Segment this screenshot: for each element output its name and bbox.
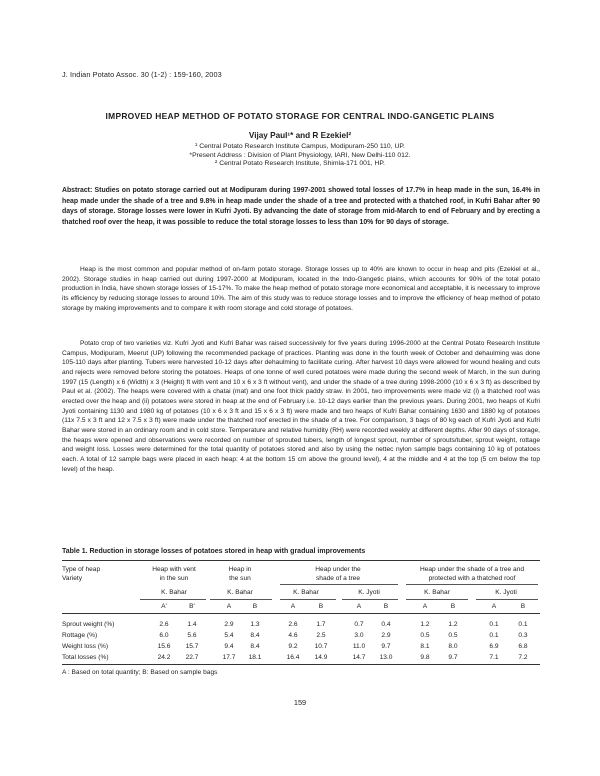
table-cell: 5.4 [224,632,234,639]
table-cell: 4.6 [288,632,298,639]
table-cell: 0.5 [420,632,430,639]
table-cell: 1.2 [448,621,458,628]
table-cell: 14.9 [314,654,328,661]
row-label-total-losses: Total losses (%) [62,654,109,661]
row-label-sprout-weight: Sprout weight (%) [62,621,115,628]
table-cell: 8.1 [420,643,430,650]
paragraph-introduction [62,265,540,313]
group-underline [280,584,398,585]
author-line: Vijay Paul¹* and R Ezekiel² [248,131,352,140]
sub-header: A [356,603,362,610]
group-header-vent-sun-1: Heap with vent [152,566,196,573]
group-variety-vent-sun: K. Bahar [161,589,187,596]
table-cell: 2.9 [224,621,234,628]
table-header-rule [62,613,540,614]
paragraph-methods-text: Potato crop of two varieties viz. Kufri Jyoti and Kufri Bahar was raised successively for five years during 1996-2000 at the Central Potato Research Institute Campus, Modipuram, Meerut (UP) following the recommended package of practices. Planting was done in the fourth week of October and dehaulming was done 105-110 days after planting. Tubers were harvested 10-12 days after dehaulming to facilitate curing. After harvest 10 days were allowed for wound healing and cuts and rejects were removed before storing the potatoes. Heaps of one tonne of well cured potatoes were made during the second week of March, in the sun during 1997 (15 (Length) x 6 (Width) x 3 (Height) ft with vent and 10 x 6 x 3 ft without vent), and under the shade of a tree during 1998-2000 (10 x 6 x 3 ft) as described by Paul et al. (2002). The heaps were covered with a chatai (mat) and one foot thick paddy straw. In 2001, two improvements were made viz (i) a thatched roof was erected over the heap and (ii) potatoes were stored in heap at the end of February i.e. 10-12 days earlier than the previous years. During 2001, two heaps of Kufri Jyoti containing 1130 and 1980 kg of potatoes (10 x 6 x 3 ft and 15 x 6 x 3 ft) were made and two heaps of Kufri Bahar containing 1630 and 1880 kg of potatoes (11x 7.5 x 3 ft and 12 x 7.5 x 3 ft) were made under the thatched roof erected in the shade of a tree. For comparison, 3 bags of 80 kg each of Kufri Jyoti and Kufri Bahar were stored in an ordinary room and in cold store. Temperature and relative humidity (RH) were recorded weekly at different depths. After 90 days of storage, the heaps were opened and observations were recorded on number of sprouted tubers, length of longest sprout, number of sprouts/tuber, sprout weight, rottage and weight loss. Losses were determined for the total quantity of potatoes stored and also by using the nettec nylon sample bags containing 10 kg of potatoes each. A total of 12 sample bags were placed in each heap: 4 at the bottom 15 cm above the ground level), 4 at the middle and 4 at the top (5 cm below the top level) of the heap. [62,340,540,473]
abstract: Abstract: Studies on potato storage carried out at Modipuram during 1997-2001 showed total losses of 17.7% in heap made in the sun, 16.4% in heap made under the shade of a tree and 9.8% in heap made under the shade of a tree and protected with a thatched roof, in Kufri Bahar after 90 days of storage. Storage losses were lower in Kufri Jyoti. By advancing the date of storage from mid-March to end of February and by erecting a thatched roof over the heap, it was possible to reduce the total storage losses to less than 10% for 90 days of storage. [62,187,540,226]
group-underline [476,599,538,600]
col-label-type: Type of heap [62,566,101,573]
table-cell: 6.0 [159,632,169,639]
table-cell: 1.7 [316,621,326,628]
row-label-rottage: Rottage (%) [62,632,98,639]
table-footnote: A : Based on total quantity; B: Based on sample bags [62,669,218,676]
journal-citation: J. Indian Potato Assoc. 30 (1-2) : 159-160, 2003 [62,70,222,79]
table-cell: 15.7 [185,643,199,650]
group-header-vent-sun-2: in the sun [159,575,189,582]
table-cell: 10.7 [314,643,328,650]
sub-header: B [318,603,324,610]
table-cell: 9.7 [448,654,458,661]
group-underline [210,599,272,600]
table-cell: 2.9 [381,632,391,639]
group-header-roof-1: Heap under the shade of a tree and [419,566,525,573]
group-underline [406,584,538,585]
table-cell: 2.5 [316,632,326,639]
table-cell: 8.4 [250,643,260,650]
sub-header: A [422,603,428,610]
table-cell: 1.3 [250,621,260,628]
table-cell: 0.1 [489,621,499,628]
table-cell: 2.6 [288,621,298,628]
group-header-roof-2: protected with a thatched roof [428,575,516,582]
table-cell: 11.0 [352,643,366,650]
sub-header: B [383,603,389,610]
sub-header: A' [161,603,167,610]
table-cell: 15.6 [157,643,171,650]
table-cell: 6.9 [489,643,499,650]
table-cell: 0.4 [381,621,391,628]
table-cell: 8.4 [250,632,260,639]
table-cell: 9.2 [288,643,298,650]
sub-header: B [450,603,456,610]
group-variety-tree-a: K. Bahar [293,589,319,596]
table-cell: 18.1 [248,654,262,661]
table-cell: 9.4 [224,643,234,650]
affiliation-2: *Present Address : Division of Plant Physiology, IARI, New Delhi-110 012. [189,151,411,159]
sub-header: A [491,603,497,610]
col-label-variety: Variety [62,575,83,582]
affiliation-3: ² Central Potato Research Institute, Shimla-171 001, HP. [215,160,385,167]
group-variety-sun: K. Bahar [227,589,253,596]
paragraph-methods [62,339,540,474]
table-cell: 3.0 [354,632,364,639]
page-number: 159 [293,698,307,707]
group-header-sun-1: Heap in [228,566,252,573]
table-cell: 6.8 [518,643,528,650]
group-variety-roof-a: K. Bahar [424,589,450,596]
table-cell: 8.0 [448,643,458,650]
table-cell: 0.1 [518,621,528,628]
article-title: IMPROVED HEAP METHOD OF POTATO STORAGE FOR CENTRAL INDO-GANGETIC PLAINS [105,111,495,121]
group-underline [280,599,336,600]
sub-header: B [520,603,526,610]
sub-header: B' [189,603,195,610]
table-cell: 0.3 [518,632,528,639]
table-cell: 2.6 [159,621,169,628]
table-cell: 9.7 [381,643,391,650]
table-cell: 13.0 [379,654,393,661]
row-label-weight-loss: Weight loss (%) [62,643,109,650]
table-cell: 14.7 [352,654,366,661]
table-cell: 24.2 [157,654,171,661]
table-bottom-rule [62,664,540,665]
group-underline [406,599,468,600]
table-cell: 0.1 [489,632,499,639]
sub-header: A [290,603,296,610]
table-cell: 7.1 [489,654,499,661]
group-underline [140,599,206,600]
table-cell: 7.2 [518,654,528,661]
group-header-sun-2: the sun [229,575,251,582]
table-cell: 5.6 [187,632,197,639]
sub-header: A [226,603,232,610]
table-cell: 0.7 [354,621,364,628]
table-cell: 0.5 [448,632,458,639]
paragraph-introduction-text: Heap is the most common and popular method of on-farm potato storage. Storage losses up to 40% are known to occur in heap and pits (Ezekiel et al., 2002). Storage studies in heap carried out during 1997-2000 at Modipuram, located in the Indo-Gangetic plains, which accounts for 90% of the total potato production in India, have shown storage losses of 15-17%. To make the heap method of potato storage more economical and acceptable, it is necessary to improve its efficiency by reducing storage losses to around 10%. The aim of this study was to reduce storage losses and to improve the efficiency of heap method of potato storage by making improvements and to compare it with room storage and cold storage of potatoes. [62,266,540,312]
group-underline [342,599,398,600]
table-cell: 1.2 [420,621,430,628]
table-cell: 16.4 [286,654,300,661]
table-cell: 1.4 [187,621,197,628]
group-header-tree-2: shade of a tree [316,575,360,582]
table-cell: 9.8 [420,654,430,661]
group-header-tree-1: Heap under the [315,566,361,573]
group-variety-roof-b: K. Jyoti [495,589,517,596]
table-caption: Table 1. Reduction in storage losses of potatoes stored in heap with gradual improvements [62,548,366,555]
table-cell: 22.7 [185,654,199,661]
table-top-rule [62,560,540,561]
table-cell: 17.7 [222,654,236,661]
affiliation-1: ¹ Central Potato Research Institute Campus, Modipuram-250 110, UP. [195,143,405,150]
sub-header: B [252,603,258,610]
group-variety-tree-b: K. Jyoti [358,589,380,596]
